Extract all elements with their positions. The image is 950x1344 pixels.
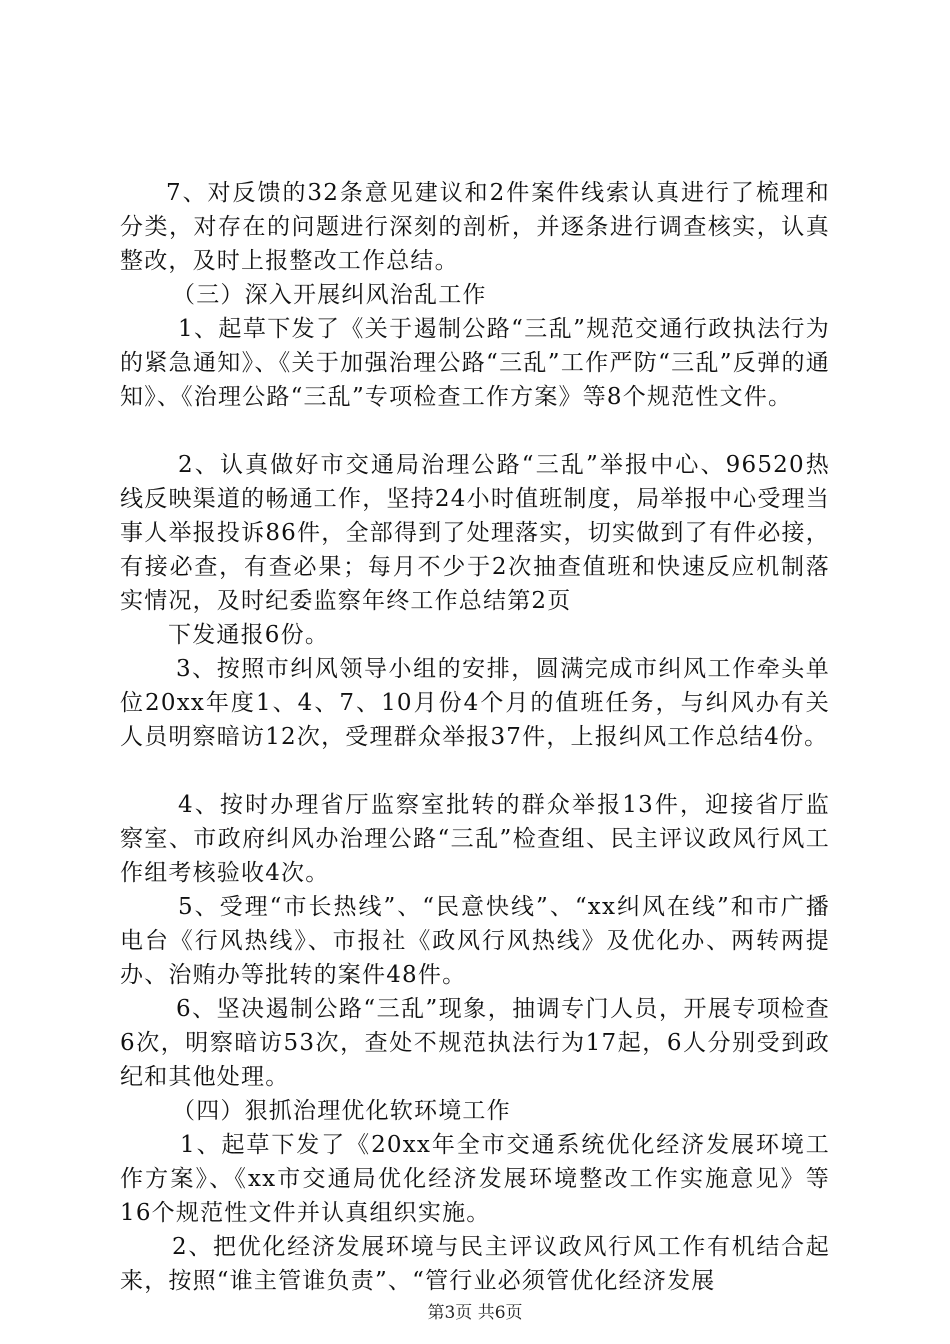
paragraph-notice: 下发通报6份。 [168,622,330,648]
paragraph-3-duty: 3、按照市纠风领导小组的安排，圆满完成市纠风工作牵头单位20xx年度1、4、7、10月份4个月的值班任务，与纠风办有关人员明察暗访12次，受理群众举报37件，上报纠风工作总结4份。 [120,656,830,750]
paragraph-1-drafting: 1、起草下发了《关于遏制公路“三乱”规范交通行政执法行为的紧急通知》、《关于加强治理公路“三乱”工作严防“三乱”反弹的通知》、《治理公路“三乱”专项检查工作方案》等8个规范性文件。 [120,316,830,410]
paragraph-6-inspection: 6、坚决遏制公路“三乱”现象，抽调专门人员，开展专项检查6次，明察暗访53次，查处不规范执法行为17起，6人分别受到政纪和其他处理。 [120,996,830,1090]
paragraph-4-reports: 4、按时办理省厅监察室批转的群众举报13件，迎接省厅监察室、市政府纠风办治理公路“三乱”检查组、民主评议政风行风工作组考核验收4次。 [120,792,830,886]
section-heading-4: （四）狠抓治理优化软环境工作 [172,1098,511,1124]
paragraph-5-hotlines: 5、受理“市长热线”、“民意快线”、“xx纠风在线”和市广播电台《行风热线》、市报社《政风行风热线》及优化办、两转两提办、治贿办等批转的案件48件。 [120,894,830,988]
paragraph-1-environment: 1、起草下发了《20xx年全市交通系统优化经济发展环境工作方案》、《xx市交通局优化经济发展环境整改工作实施意见》等16个规范性文件并认真组织实施。 [120,1132,830,1226]
section-heading-3: （三）深入开展纠风治乱工作 [172,282,487,308]
paragraph-7-feedback: 7、对反馈的32条意见建议和2件案件线索认真进行了梳理和分类，对存在的问题进行深刻的剖析，并逐条进行调查核实，认真整改，及时上报整改工作总结。 [120,180,830,274]
paragraph-2-hotline: 2、认真做好市交通局治理公路“三乱”举报中心、96520热线反映渠道的畅通工作，坚持24小时值班制度，局举报中心受理当事人举报投诉86件，全部得到了处理落实，切实做到了有件必接，有接必查，有查必果；每月不少于2次抽查值班和快速反应机制落实情况，及时纪委监察年终工作总结第2页 [120,452,830,614]
paragraph-2-integration: 2、把优化经济发展环境与民主评议政风行风工作有机结合起来，按照“谁主管谁负责”、“管行业必须管优化经济发展 [120,1234,830,1294]
page-footer: 第3页 共6页 [427,1303,523,1323]
